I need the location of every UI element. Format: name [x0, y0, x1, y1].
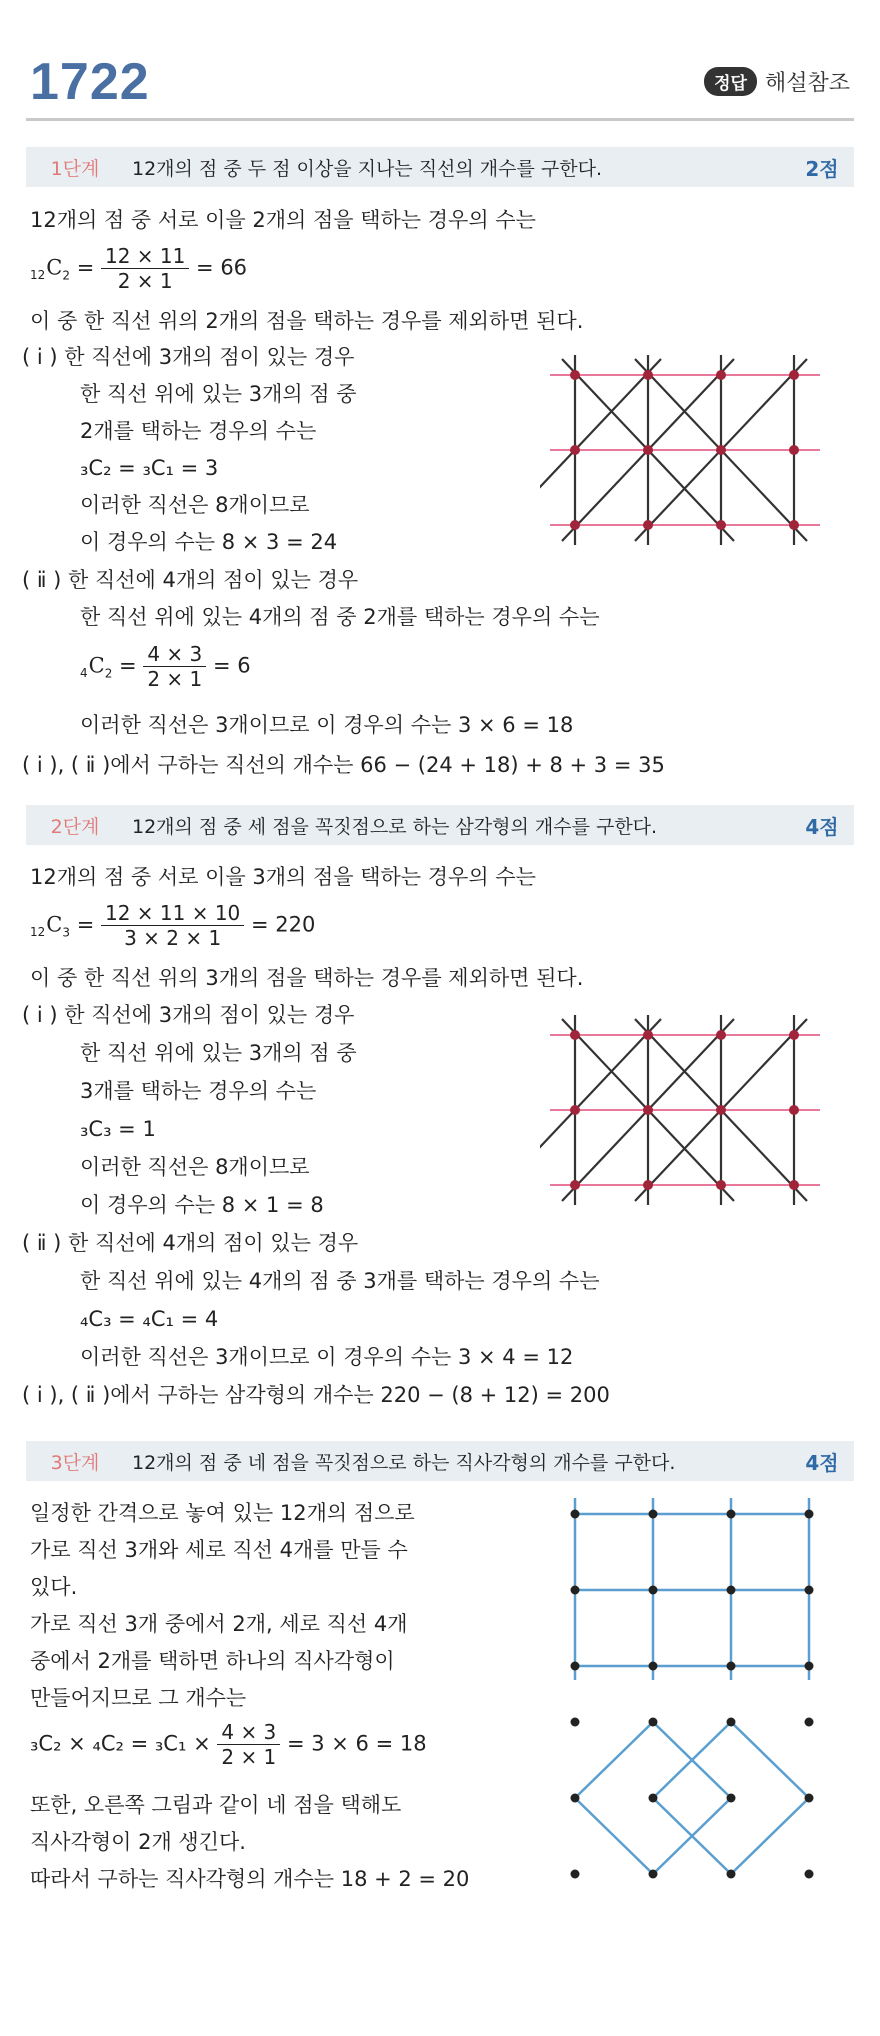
- conclusion: ( ⅰ ), ( ⅱ )에서 구하는 삼각형의 개수는 220 − (8 + 12) = 200: [22, 1383, 610, 1407]
- text-line: 따라서 구하는 직사각형의 개수는 18 + 2 = 20: [30, 1867, 470, 1891]
- step-points: 2점: [805, 156, 839, 181]
- divider: [26, 118, 854, 121]
- formula: ₃C₃ = 1: [80, 1117, 156, 1141]
- case-heading: ( ⅱ ) 한 직선에 4개의 점이 있는 경우: [22, 1231, 359, 1255]
- text-line: 이러한 직선은 3개이므로 이 경우의 수는 3 × 4 = 12: [80, 1345, 574, 1369]
- formula: $4C_2$ = $\frac{4 \times 3}{2 \times 1}$ = 6: [80, 642, 251, 691]
- text-line: 중에서 2개를 택하면 하나의 직사각형이: [30, 1649, 395, 1673]
- text-line: 가로 직선 3개 중에서 2개, 세로 직선 4개: [30, 1612, 408, 1636]
- formula: ₃C₂ = ₃C₁ = 3: [80, 456, 219, 480]
- tilted-rectangles-figure: [540, 1710, 830, 1910]
- case-heading: ( ⅰ ) 한 직선에 3개의 점이 있는 경우: [22, 1003, 355, 1027]
- step-tag: 1단계: [50, 157, 100, 180]
- step-points: 4점: [805, 814, 839, 839]
- text-line: 3개를 택하는 경우의 수는: [80, 1079, 317, 1103]
- formula: ₃C₂ × ₄C₂ = ₃C₁ × $\frac{4 \times 3}{2 \times 1}$ = 3 × 6 = 18: [30, 1720, 427, 1769]
- text-line: 가로 직선 3개와 세로 직선 4개를 만들 수: [30, 1538, 408, 1562]
- step-tag: 2단계: [50, 815, 100, 838]
- step-title: 12개의 점 중 네 점을 꼭짓점으로 하는 직사각형의 개수를 구한다.: [132, 1451, 676, 1474]
- text-line: 이러한 직선은 8개이므로: [80, 493, 310, 517]
- text-line: 만들어지므로 그 개수는: [30, 1686, 247, 1710]
- text-line: 일정한 간격으로 놓여 있는 12개의 점으로: [30, 1501, 415, 1525]
- text-line: 있다.: [30, 1575, 78, 1599]
- formula: $12C_2$ = $\frac{12 \times 11}{2 \times 1}$ = 66: [30, 244, 248, 293]
- text-line: 12개의 점 중 서로 이을 3개의 점을 택하는 경우의 수는: [30, 865, 536, 889]
- step-3-header: [26, 1441, 854, 1481]
- text-line: 한 직선 위에 있는 3개의 점 중: [80, 1041, 357, 1065]
- text-line: 12개의 점 중 서로 이을 2개의 점을 택하는 경우의 수는: [30, 208, 536, 232]
- step-title: 12개의 점 중 두 점 이상을 지나는 직선의 개수를 구한다.: [132, 157, 603, 180]
- text-line: 이러한 직선은 3개이므로 이 경우의 수는 3 × 6 = 18: [80, 713, 574, 737]
- text-line: 한 직선 위에 있는 4개의 점 중 3개를 택하는 경우의 수는: [80, 1269, 600, 1293]
- text-line: 이러한 직선은 8개이므로: [80, 1155, 310, 1179]
- formula: ₄C₃ = ₄C₁ = 4: [80, 1307, 219, 1331]
- text-line: 2개를 택하는 경우의 수는: [80, 419, 317, 443]
- step-1-header: [26, 147, 854, 187]
- case-heading: ( ⅱ ) 한 직선에 4개의 점이 있는 경우: [22, 568, 359, 592]
- case-heading: ( ⅰ ) 한 직선에 3개의 점이 있는 경우: [22, 345, 355, 369]
- text-line: 한 직선 위에 있는 4개의 점 중 2개를 택하는 경우의 수는: [80, 605, 600, 629]
- problem-number: 1722: [30, 53, 150, 111]
- answer-text: 해설참조: [764, 71, 850, 96]
- rectangle-grid-figure: [540, 1488, 830, 1688]
- step-tag: 3단계: [50, 1451, 100, 1474]
- text-line: 이 중 한 직선 위의 3개의 점을 택하는 경우를 제외하면 된다.: [30, 966, 584, 990]
- line-grid-figure-1: [540, 345, 830, 555]
- text-line: 이 중 한 직선 위의 2개의 점을 택하는 경우를 제외하면 된다.: [30, 309, 584, 333]
- text-line: 이 경우의 수는 8 × 1 = 8: [80, 1193, 324, 1217]
- conclusion: ( ⅰ ), ( ⅱ )에서 구하는 직선의 개수는 66 − (24 + 18) + 8 + 3 = 35: [22, 753, 665, 777]
- text-line: 한 직선 위에 있는 3개의 점 중: [80, 382, 357, 406]
- text-line: 직사각형이 2개 생긴다.: [30, 1830, 246, 1854]
- step-points: 4점: [805, 1450, 839, 1475]
- text-line: 또한, 오른쪽 그림과 같이 네 점을 택해도: [30, 1793, 402, 1817]
- answer-badge: 정답: [704, 67, 757, 96]
- step-title: 12개의 점 중 세 점을 꼭짓점으로 하는 삼각형의 개수를 구한다.: [132, 815, 658, 838]
- answer-info: [704, 66, 850, 97]
- line-grid-figure-2: [540, 1005, 830, 1215]
- step-2-header: [26, 805, 854, 845]
- text-line: 이 경우의 수는 8 × 3 = 24: [80, 530, 338, 554]
- formula: $12C_3$ = $\frac{12 \times 11 \times 10}{3 \times 2 \times 1}$ = 220: [30, 901, 316, 950]
